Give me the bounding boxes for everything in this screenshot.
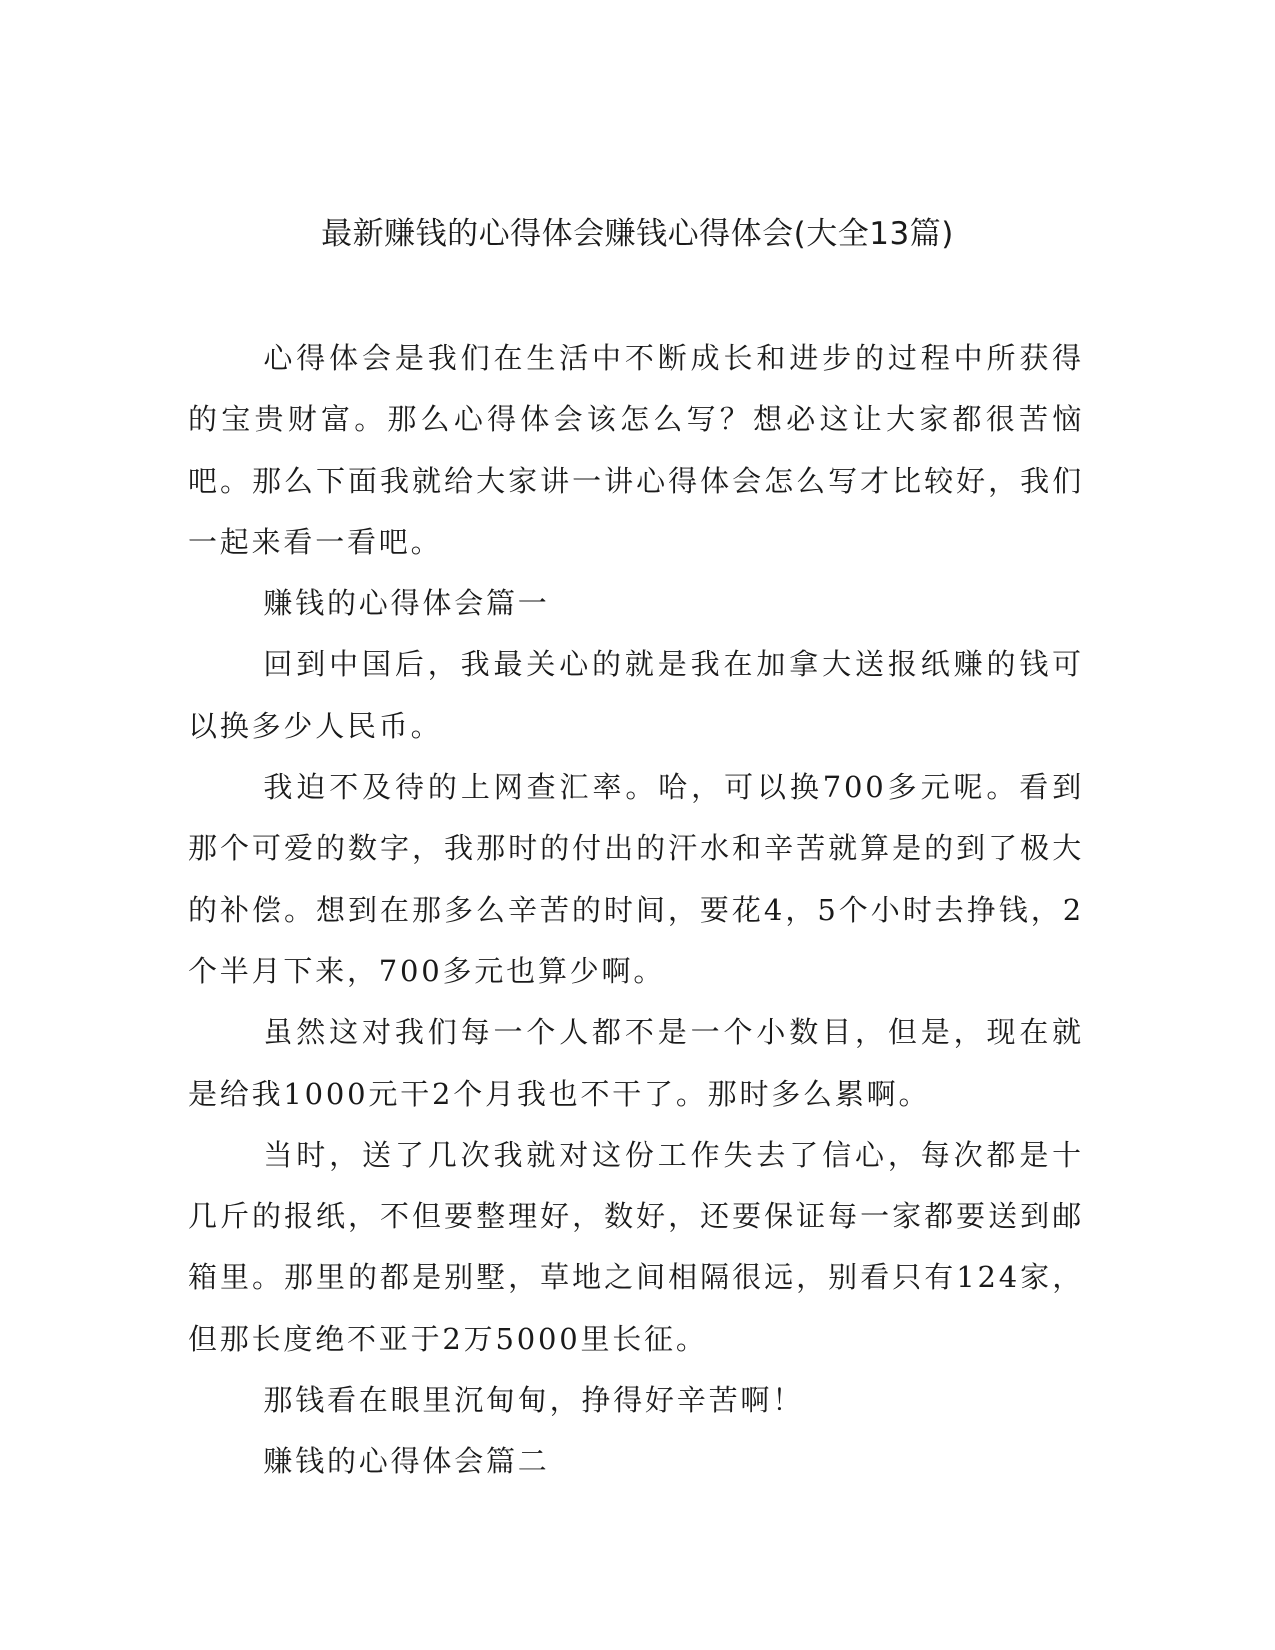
- section-heading-2: 赚钱的心得体会篇二: [263, 1444, 550, 1479]
- paragraph: 那钱看在眼里沉甸甸，挣得好辛苦啊！: [263, 1383, 804, 1418]
- paragraph: 当时，送了几次我就对这份工作失去了信心，每次都是十几斤的报纸，不但要整理好，数好，还要保证每一家都要送到邮箱里。那里的都是别墅，草地之间相隔很远，别看只有124家，但那长度绝不亚于2万5000里长征。: [188, 1137, 1084, 1356]
- intro-paragraph: 心得体会是我们在生活中不断成长和进步的过程中所获得的宝贵财富。那么心得体会该怎么写？想必这让大家都很苦恼吧。那么下面我就给大家讲一讲心得体会怎么写才比较好，我们一起来看一看吧。: [188, 341, 1084, 559]
- document-body: [188, 328, 1084, 1493]
- section-heading-1: 赚钱的心得体会篇一: [263, 586, 550, 621]
- paragraph: 我迫不及待的上网查汇率。哈，可以换700多元呢。看到那个可爱的数字，我那时的付出的汗水和辛苦就算是的到了极大的补偿。想到在那多么辛苦的时间，要花4，5个小时去挣钱，2个半月下来，700多元也算少啊。: [188, 770, 1084, 988]
- paragraph: 虽然这对我们每一个人都不是一个小数目，但是，现在就是给我1000元干2个月我也不干了。那时多么累啊。: [188, 1015, 1084, 1111]
- paragraph: 回到中国后，我最关心的就是我在加拿大送报纸赚的钱可以换多少人民币。: [188, 647, 1084, 743]
- document-title: 最新赚钱的心得体会赚钱心得体会(大全13篇): [321, 216, 954, 252]
